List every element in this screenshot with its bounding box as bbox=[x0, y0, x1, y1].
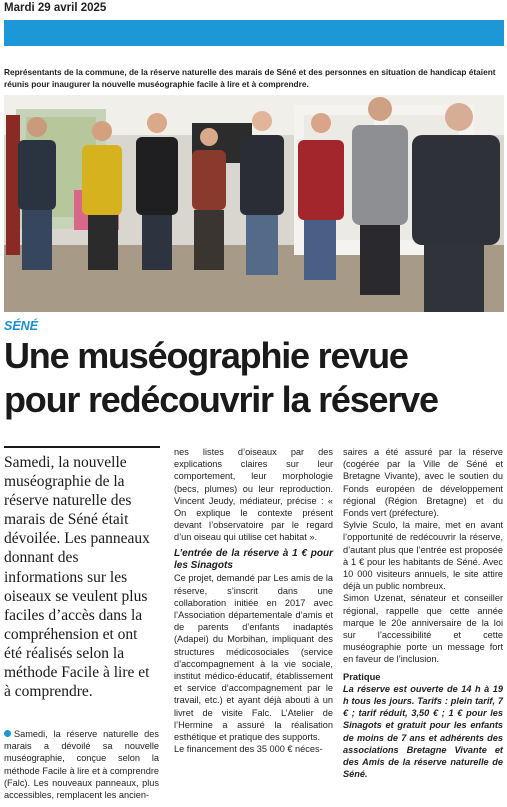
photo-caption: Représentants de la commune, de la réserve naturelle des marais de Séné et des personnes en situation de handicap étaient réunis pour inaugurer la nouvelle muséographie facile à lire et à comprendre. bbox=[4, 67, 496, 89]
article-headline bbox=[4, 334, 506, 422]
headline-line-2: pour redécouvrir la réserve bbox=[4, 379, 438, 420]
bullet-dot bbox=[4, 730, 11, 737]
chapo-rule bbox=[4, 446, 160, 448]
column-2-paragraph-1: nes listes d’oiseaux par des explications claires sur leur comportement, leur morphologie (becs, plumes) ou leur reproduction. Vincent Jeudy, médiateur, précise : « On explique le contexte présent devant l’observatoire par le regard d’un oiseau qui utilise cet habitat ». bbox=[174, 447, 333, 543]
article-column-1 bbox=[4, 728, 159, 801]
pratique-text: La réserve est ouverte de 14 h à 19 h tous les jours. Tarifs : plein tarif, 7 € ; tarif réduit, 3,50 € ; 1 € pour les Sinagots et gratuit pour les enfants de moins de 7 ans et adhérents des associations Bretagne Vivante et des Amis de la réserve naturelle de Séné. bbox=[343, 683, 503, 780]
article-subhead: L’entrée de la réserve à 1 € pour les Sinagots bbox=[174, 547, 333, 572]
column-2-paragraph-2: Ce projet, demandé par Les amis de la réserve, s’inscrit dans une collaboration initiée en 2017 avec l’Association départementale d’amis et de parents d’enfants inadaptés (Adapei) du Morbihan, impliquant des structures médicosociales (service d’accompagnement à la vie sociale, institut médico-éducatif, établissement et service d’accompagnement par le travail, etc.) et ayant déjà abouti à un livret de visite Falc. L’Atelier de l’Hermine a assuré la réalisation esthétique et pratique des supports. bbox=[174, 573, 333, 743]
headline-line-1: Une muséographie revue bbox=[4, 335, 408, 376]
column-3-paragraph-3: Simon Uzenat, sénateur et conseiller régional, rappelle que cette année marque le 20e anniversaire de la loi sur l’accessibilité et cette muséographie porte un message fort en faveur de l’inclusion. bbox=[343, 593, 503, 665]
article-column-2 bbox=[174, 446, 333, 755]
pratique-label: Pratique bbox=[343, 670, 381, 682]
column-2-paragraph-3: Le financement des 35 000 € néces- bbox=[174, 744, 323, 755]
column-3-paragraph-2: Sylvie Sculo, la maire, met en avant l’opportunité de redécouvrir la réserve, d’autant plus que l’entrée est proposée à 1 € pour les habitants de Séné. Avec 10 000 visiteurs annuels, le site attire déjà un public nombreux. bbox=[343, 520, 503, 592]
article-photo bbox=[4, 95, 504, 312]
article-rubric: SÉNÉ bbox=[4, 319, 39, 333]
column-3-paragraph-1: saires a été assuré par la réserve (cogérée par la Ville de Séné et Bretagne Vivante), avec le soutien du Fonds européen de développement régional (Région Bretagne) et du Fonds vert (préfecture). bbox=[343, 447, 503, 519]
article-column-3 bbox=[343, 446, 503, 780]
page-date: Mardi 29 avril 2025 bbox=[4, 2, 107, 14]
article-lead: Samedi, la nouvelle muséographie de la réserve naturelle des marais de Séné était dévoilée. Les panneaux donnant des informations sur les oiseaux se veulent plus faciles d’accès dans la compréhension et ont été réalisés selon la méthode Facile à lire et à comprendre. bbox=[4, 454, 150, 701]
header-band bbox=[4, 20, 504, 46]
column-1-text: Samedi, la réserve naturelle des marais a dévoilé sa nouvelle muséographie, conçue selon la méthode Facile à lire et à comprendre (Falc). Les nouveaux panneaux, plus accessibles, remplacent les ancien- bbox=[4, 729, 159, 801]
